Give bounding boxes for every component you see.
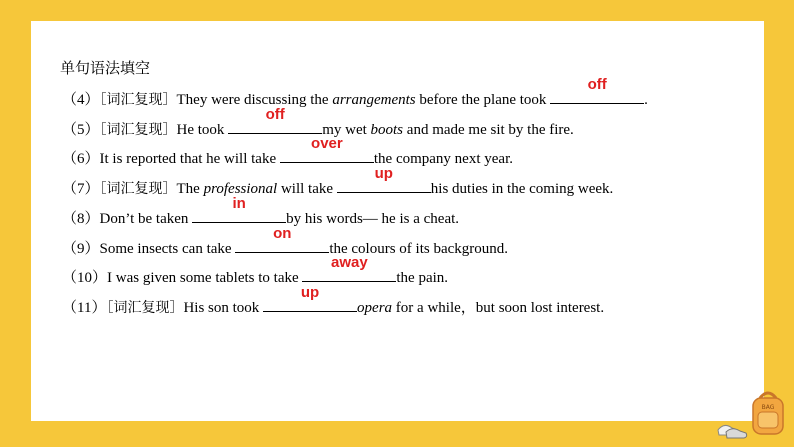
exercise-line: （10）I was given some tablets to take away the pain. bbox=[62, 254, 449, 286]
item-number: （9） bbox=[62, 241, 100, 257]
answer-text: off bbox=[587, 76, 607, 93]
item-number: （11） bbox=[62, 300, 107, 316]
item-number: （6） bbox=[62, 151, 100, 167]
answer-text: up bbox=[300, 284, 320, 301]
answer-text: in bbox=[232, 195, 246, 212]
exercise-heading: 单句语法填空 bbox=[60, 59, 151, 77]
item-number: （4） bbox=[62, 92, 100, 108]
answer-blank[interactable] bbox=[550, 76, 644, 104]
exercise-line: （9）Some insects can take on the colours of its background. bbox=[62, 225, 509, 257]
answer-blank[interactable] bbox=[302, 254, 396, 282]
svg-text:BAG: BAG bbox=[761, 404, 775, 411]
item-number: （10） bbox=[62, 270, 108, 286]
answer-text: off bbox=[265, 106, 285, 123]
answer-blank[interactable] bbox=[235, 225, 329, 253]
answer-text: on bbox=[273, 225, 292, 242]
backpack-icon bbox=[748, 388, 788, 436]
answer-blank[interactable] bbox=[280, 135, 374, 163]
item-number: （5） bbox=[62, 122, 100, 138]
answer-blank[interactable] bbox=[337, 165, 431, 193]
exercise-line: （4）［词汇复现］They were discussing the arrangements before the plane took off . bbox=[62, 76, 648, 108]
sneakers-icon bbox=[716, 418, 750, 440]
exercise-line: （7）［词汇复现］The professional will take up his duties in the coming week. bbox=[62, 165, 614, 197]
exercise-line: （5）［词汇复现］He took off my wet boots and made me sit by the fire. bbox=[62, 106, 574, 138]
answer-text: away bbox=[331, 254, 368, 271]
answer-blank[interactable] bbox=[228, 106, 322, 134]
answer-blank[interactable] bbox=[263, 284, 357, 312]
answer-blank[interactable] bbox=[192, 195, 286, 223]
answer-text: up bbox=[374, 165, 393, 182]
vocab-review-tag: ［词汇复现］ bbox=[99, 181, 177, 197]
item-number: （7） bbox=[62, 181, 100, 197]
item-number: （8） bbox=[62, 211, 100, 227]
vocab-review-tag: ［词汇复现］ bbox=[106, 300, 184, 316]
exercise-line: （11）［词汇复现］His son took up opera for a while，but soon lost interest. bbox=[62, 284, 605, 316]
exercise-line: （6）It is reported that he will take over the company next year. bbox=[62, 135, 513, 167]
answer-text: over bbox=[311, 135, 343, 152]
vocab-review-tag: ［词汇复现］ bbox=[99, 92, 177, 108]
exercise-line: （8）Don’t be taken in by his words— he is a cheat. bbox=[62, 195, 460, 227]
vocab-review-tag: ［词汇复现］ bbox=[99, 122, 177, 138]
